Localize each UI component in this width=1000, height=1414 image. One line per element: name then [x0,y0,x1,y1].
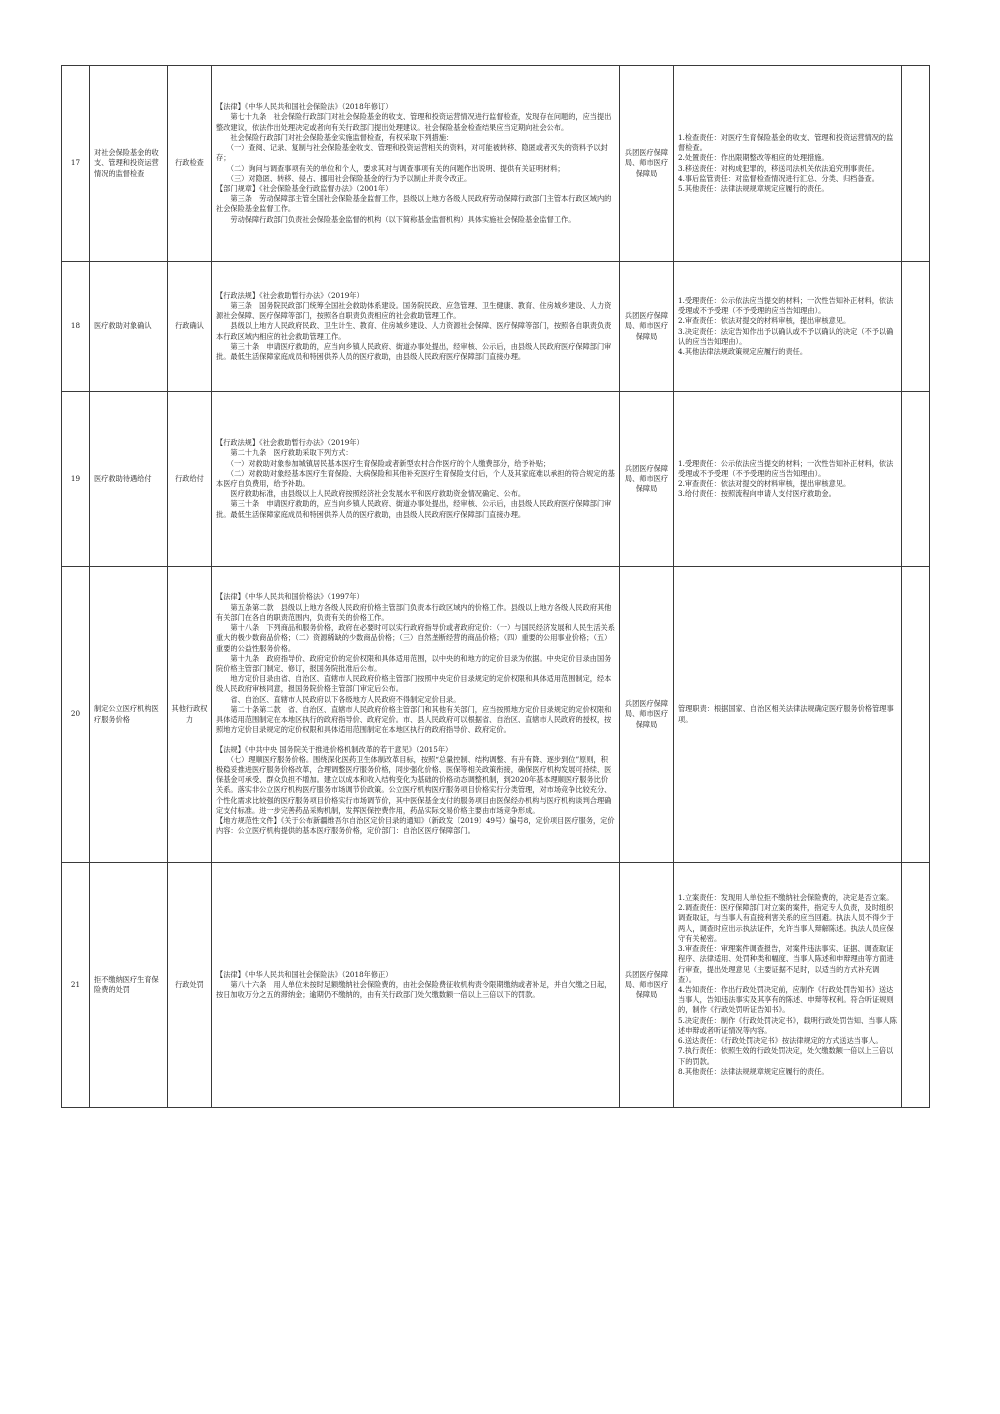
power-name: 拒不缴纳医疗生育保险费的处罚 [90,863,168,1108]
basis-line: 社会保险行政部门对社会保险基金实施监督检查，有权采取下列措施： [216,132,454,142]
power-type: 行政给付 [168,392,212,567]
resp-line: 5.决定责任：制作《行政处罚决定书》，载明行政处罚告知、当事人陈述申辩或者听证情况等内容。 [678,1015,897,1035]
basis-line: 地方定价目录由省、自治区、直辖市人民政府价格主管部门按照中央定价目录规定的定价权限和具体适用范围制定，经本级人民政府审核同意，报国务院价格主管部门审定后公布。 [216,674,612,694]
legal-basis [212,392,620,567]
basis-line: （一）对救助对象参加城镇居民基本医疗生育保险或者新型农村合作医疗的个人缴费部分，给予补贴； [216,458,551,468]
implementing-agency: 兵团医疗保障局、师市医疗保障局 [620,66,674,262]
implementing-agency: 兵团医疗保障局、师市医疗保障局 [620,863,674,1108]
responsibility-items [674,567,902,863]
basis-line: 【法律】《中华人民共和国社会保险法》（2018年修订） [216,102,393,112]
implementing-agency: 兵团医疗保障局、师市医疗保障局 [620,567,674,863]
resp-line: 2.审查责任：依法对提交的材料审核，提出审核意见。 [678,479,851,488]
basis-line: （三）对隐匿、转移、侵占、挪用社会保险基金的行为予以制止并责令改正。 [216,173,472,183]
remarks-cell [902,262,930,392]
row-number: 20 [62,567,90,863]
basis-line: 第十九条 政府指导价、政府定价的定价权限和具体适用范围，以中央的和地方的定价目录为依据。中央定价目录由国务院价格主管部门制定、修订，报国务院批准后公布。 [216,653,612,674]
remarks-cell [902,567,930,863]
resp-line: 3.审查责任：审理案件调查报告，对案件违法事实、证据、调查取证程序、法律适用、处罚种类和幅度、当事人陈述和申辩理由等方面进行审查，提出处理意见（主要证据不足时，以适当的方式补充调查）。 [678,944,894,984]
resp-line: 4.事后监管责任：对监督检查情况进行汇总、分类、归档备查。 [678,173,879,183]
basis-line: 省、自治区、直辖市人民政府以下各级地方人民政府不得制定定价目录。 [216,694,461,704]
basis-line: 【法规】《中共中央 国务院关于推进价格机制改革的若干意见》（2015年） [216,744,453,754]
power-type: 行政处罚 [168,863,212,1108]
responsibility-items [674,66,902,262]
basis-line: 第三条 劳动保障部主管全国社会保险基金监督工作，县级以上地方各级人民政府劳动保障行政部门主管本行政区域内的社会保险基金监督工作。 [216,194,612,214]
responsibility-items [674,863,902,1108]
resp-line: 3.决定责任：法定告知作出予以确认或不予以确认的决定（不予以确认的应当告知理由）。 [678,326,894,346]
power-type: 行政检查 [168,66,212,262]
resp-line: 管理职责：根据国家、自治区相关法律法规确定医疗服务价格管理事项。 [678,704,894,724]
remarks-cell [902,863,930,1108]
row-number: 18 [62,262,90,392]
resp-line: 1.受理责任：公示依法应当提交的材料；一次性告知补正材料，依法受理或不予受理（不予受理的应当告知理由）。 [678,295,894,316]
resp-line: 2.审查责任：依法对提交的材料审核，提出审核意见。 [678,316,851,326]
row-number: 19 [62,392,90,567]
responsibility-items [674,392,902,567]
basis-line: 第三条 国务院民政部门统筹全国社会救助体系建设。国务院民政、应急管理、卫生健康、教育、住房城乡建设、人力资源社会保障、医疗保障等部门，按照各自职责负责相应的社会救助管理工作。 [216,300,612,321]
table-row [62,567,930,863]
basis-line: （二）对救助对象经基本医疗生育保险、大病保险和其他补充医疗生育保险支付后，个人及其家庭难以承担的符合规定的基本医疗自负费用，给予补助。 [216,468,615,488]
basis-line: 县级以上地方人民政府民政、卫生计生、教育、住房城乡建设、人力资源社会保障、医疗保障等部门，按照各自职责负责本行政区域内相应的社会救助管理工作。 [216,321,612,341]
legal-basis [212,66,620,262]
resp-line: 5.其他责任：法律法规规章规定应履行的责任。 [678,183,829,193]
basis-line: 【法律】《中华人民共和国社会保险法》（2018年修正） [216,969,393,979]
resp-line: 7.执行责任：依照生效的行政处罚决定，处欠缴数额一倍以上三倍以下的罚款。 [678,1046,894,1066]
power-type: 行政确认 [168,262,212,392]
resp-line: 4.告知责任：作出行政处罚决定前，应制作《行政处罚告知书》送达当事人，告知违法事实及其享有的陈述、申辩等权利。符合听证规则的，制作《行政处罚听证告知书》。 [678,985,894,1015]
basis-line: 【行政法规】《社会救助暂行办法》（2019年） [216,290,364,300]
remarks-cell [902,392,930,567]
basis-line: （七）理顺医疗服务价格。围绕深化医药卫生体制改革目标，按照“总量控制、结构调整、有升有降、逐步到位”原则，积极稳妥推进医疗服务价格改革，合理调整医疗服务价格，同步强化价格、医保等相关政策衔接，确保医疗机构发展可持续、医保基金可承受、群众负担不增加。建立以成本和收入结构变化为基础的价格动态调整机制，到2020年基本理顺医疗服务比价关系。落实非公立医疗机构医疗服务市场调节价政策。公立医疗机构医疗服务项目价格实行分类管理，对市场竞争比较充分、个性化需求比较强的医疗服务项目价格实行市场调节价，其中医保基金支付的服务项目由医保经办机构与医疗机构谈判合理确定支付标准。进一步完善药品采购机制，发挥医保控费作用，药品实际交易价格主要由市场竞争形成。 [216,754,612,815]
resp-line: 1.立案责任：发现用人单位拒不缴纳社会保险费的，决定是否立案。 [678,893,894,903]
basis-line: （一）查阅、记录、复制与社会保险基金收支、管理和投资运营相关的资料，对可能被转移、隐匿或者灭失的资料予以封存； [216,143,608,163]
power-name: 制定公立医疗机构医疗服务价格 [90,567,168,863]
implementing-agency: 兵团医疗保障局、师市医疗保障局 [620,262,674,392]
basis-line: 第八十六条 用人单位未按时足额缴纳社会保险费的，由社会保险费征收机构责令限期缴纳或者补足，并自欠缴之日起，按日加收万分之五的滞纳金；逾期仍不缴纳的，由有关行政部门处欠缴数额一倍以上三倍以下的罚款。 [216,979,612,1000]
remarks-cell [902,66,930,262]
paragraph-gap [216,736,615,745]
power-type: 其他行政权力 [168,567,212,863]
resp-line: 1.检查责任：对医疗生育保险基金的收支、管理和投资运营情况的监督检查。 [678,132,894,153]
resp-line: 8.其他责任：法律法规规章规定应履行的责任。 [678,1066,829,1076]
basis-line: 第二十九条 医疗救助采取下列方式： [216,448,353,458]
basis-line: 医疗救助标准，由县级以上人民政府按照经济社会发展水平和医疗救助资金情况确定、公布。 [216,489,526,499]
basis-line: 第七十九条 社会保险行政部门对社会保险基金的收支、管理和投资运营情况进行监督检查，发现存在问题的，应当提出整改建议，依法作出处理决定或者向有关行政部门提出处理建议。社会保险基金检查结果应当定期向社会公布。 [216,112,612,132]
row-number: 17 [62,66,90,262]
basis-line: 劳动保障行政部门负责社会保险基金监督的机构（以下简称基金监督机构）具体实施社会保险基金监督工作。 [216,214,576,224]
power-name: 医疗救助待遇给付 [90,392,168,567]
implementing-agency: 兵团医疗保障局、师市医疗保障局 [620,392,674,567]
power-list-table [61,65,930,1108]
basis-line: 第五条第二款 县级以上地方各级人民政府价格主管部门负责本行政区域内的价格工作。县级以上地方各级人民政府其他有关部门在各自的职责范围内，负责有关的价格工作。 [216,602,612,622]
resp-line: 2.调查责任：医疗保障部门对立案的案件，指定专人负责，及时组织调查取证，与当事人有直接利害关系的应当回避。执法人员不得少于两人，调查时应出示执法证件，允许当事人辩解陈述。执法人员应保守有关秘密。 [678,903,894,943]
basis-line: 第十八条 下列商品和服务价格，政府在必要时可以实行政府指导价或者政府定价：（一）与国民经济发展和人民生活关系重大的极少数商品价格；（二）资源稀缺的少数商品价格；（三）自然垄断经营的商品价格；（四）重要的公用事业价格；（五）重要的公益性服务价格。 [216,623,615,653]
table-row [62,392,930,567]
table-row [62,262,930,392]
legal-basis [212,567,620,863]
basis-line: 第三十条 申请医疗救助的，应当向乡镇人民政府、街道办事处提出，经审核、公示后，由县级人民政府医疗保障部门审批。最低生活保障家庭成员和特困供养人员的医疗救助，由县级人民政府医疗保障部门直接办理。 [216,499,612,519]
basis-line: 【地方规范性文件】《关于公布新疆维吾尔自治区定价目录的通知》（新政发〔2019〕49号）编号8，定价项目医疗服务，定价内容：公立医疗机构提供的基本医疗服务价格，定价部门：自治区医疗保障部门。 [216,816,615,836]
basis-line: 第三十条 申请医疗救助的，应当向乡镇人民政府、街道办事处提出，经审核、公示后，由县级人民政府医疗保障部门审批。最低生活保障家庭成员和特困供养人员的医疗救助，由县级人民政府医疗保障部门直接办理。 [216,341,612,362]
basis-line: 【法律】《中华人民共和国价格法》（1997年） [216,592,364,602]
power-name: 医疗救助对象确认 [90,262,168,392]
power-name: 对社会保险基金的收支、管理和投资运营情况的监督检查 [90,66,168,262]
resp-line: 4.其他法律法规政策规定应履行的责任。 [678,346,808,356]
table-row [62,863,930,1108]
resp-line: 6.送达责任：《行政处罚决定书》按法律规定的方式送达当事人。 [678,1036,883,1046]
legal-basis [212,262,620,392]
legal-basis [212,863,620,1108]
resp-line: 2.处置责任：作出限期整改等相应的处理措施。 [678,153,829,163]
basis-line: 【部门规章】《社会保险基金行政监督办法》（2001年） [216,183,393,193]
resp-line: 3.给付责任：按照流程向申请人支付医疗救助金。 [678,489,836,499]
basis-line: （二）询问与调查事项有关的单位和个人，要求其对与调查事项有关的问题作出说明、提供有关证明材料； [216,163,565,173]
resp-line: 3.移送责任：对构成犯罪的，移送司法机关依法追究刑事责任。 [678,163,879,173]
table-row [62,66,930,262]
resp-line: 1.受理责任：公示依法应当提交的材料；一次性告知补正材料，依法受理或不予受理（不予受理的应当告知理由）。 [678,458,894,478]
basis-line: 第二十条第二款 省、自治区、直辖市人民政府价格主管部门和其他有关部门，应当按照地方定价目录规定的定价权限和具体适用范围制定在本地区执行的政府指导价、政府定价。市、县人民政府可以根据省、自治区、直辖市人民政府的授权，按照地方定价目录规定的定价权限和具体适用范围制定在本地区执行的政府指导价、政府定价。 [216,704,612,735]
basis-line: 【行政法规】《社会救助暂行办法》（2019年） [216,438,364,448]
row-number: 21 [62,863,90,1108]
responsibility-items [674,262,902,392]
